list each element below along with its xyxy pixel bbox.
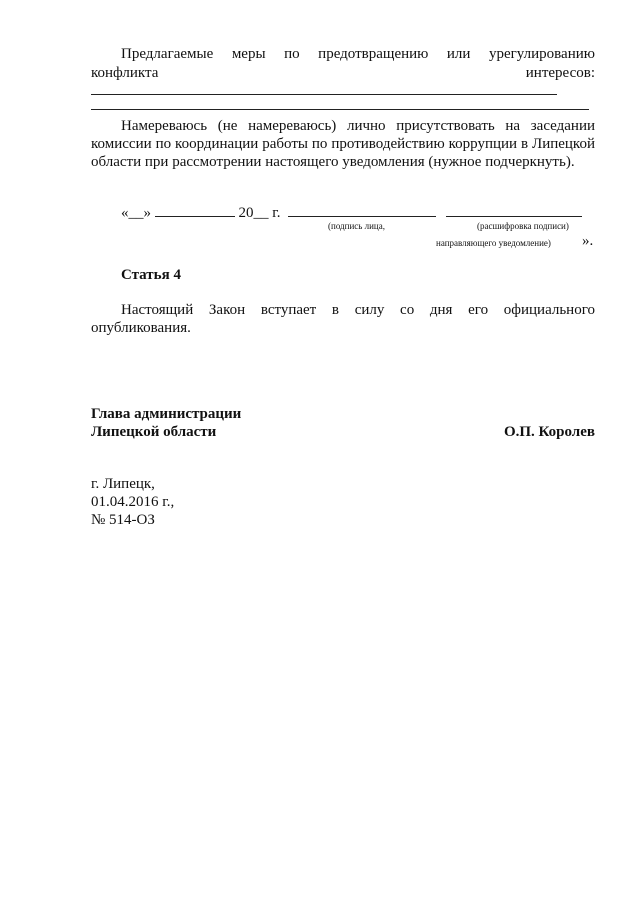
sender-caption: направляющего уведомление) bbox=[436, 238, 551, 248]
signature-blank bbox=[288, 205, 436, 217]
conflict-word: конфликта bbox=[91, 65, 159, 81]
intent-paragraph: Намереваюсь (не намереваюсь) лично присутствовать на заседании комиссии по координации работы по противодействию коррупции в Липецкой области при рассмотрении настоящего уведомления (нужное подчеркнуть). bbox=[91, 118, 595, 170]
footer-number: № 514-ОЗ bbox=[91, 512, 155, 528]
interests-word: интересов: bbox=[525, 65, 595, 81]
blank-line bbox=[91, 109, 589, 110]
year-field: 20__ г. bbox=[238, 205, 281, 221]
signatory-title-2: Липецкой области bbox=[91, 424, 217, 440]
transcript-blank bbox=[446, 205, 582, 217]
measures-word: урегулированию bbox=[489, 46, 595, 62]
day-field: «__» bbox=[121, 205, 151, 221]
signatory-title-1: Глава администрации bbox=[91, 406, 242, 422]
measures-word: Предлагаемые bbox=[121, 46, 214, 62]
article-heading: Статья 4 bbox=[121, 267, 181, 283]
signature-caption: (подпись лица, bbox=[328, 221, 385, 231]
signatory-name: О.П. Королев bbox=[503, 424, 595, 440]
measures-word: предотвращению bbox=[318, 46, 429, 62]
measures-line bbox=[91, 45, 595, 63]
blank-line bbox=[91, 94, 557, 95]
transcript-caption: (расшифровка подписи) bbox=[477, 221, 569, 231]
footer-city: г. Липецк, bbox=[91, 476, 155, 492]
date-line bbox=[121, 204, 601, 222]
footer-date: 01.04.2016 г., bbox=[91, 494, 175, 510]
measures-word: меры bbox=[231, 46, 266, 62]
article-text: Настоящий Закон вступает в силу со дня его официального опубликования. bbox=[91, 302, 595, 336]
month-blank bbox=[155, 205, 235, 217]
measures-line-2 bbox=[91, 64, 595, 82]
measures-word: по bbox=[284, 46, 300, 62]
closing-quote: ». bbox=[582, 233, 594, 249]
measures-word: или bbox=[446, 46, 471, 62]
